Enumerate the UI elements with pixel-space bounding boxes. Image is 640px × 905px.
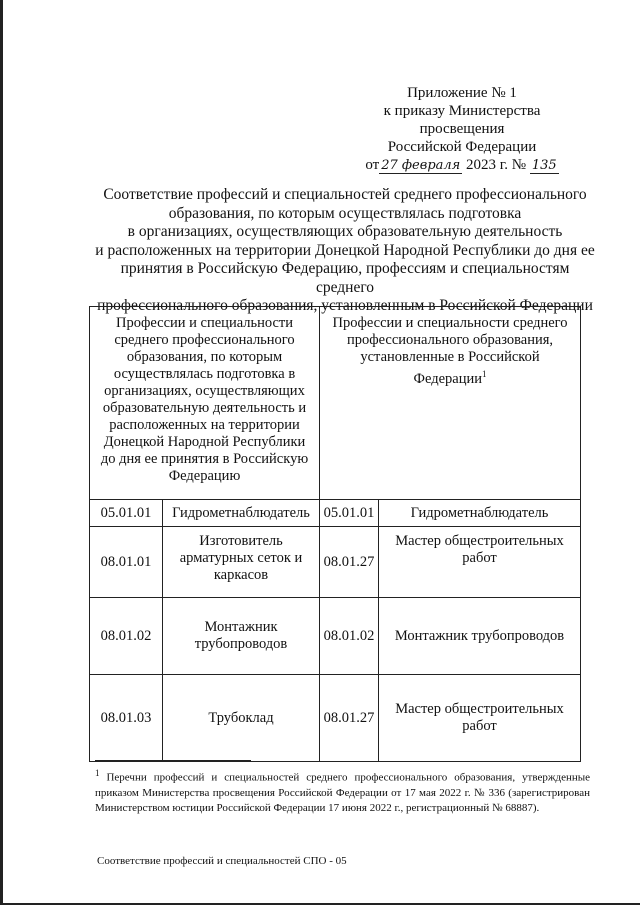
name-old: Изготовитель арматурных сеток и каркасов [163, 527, 320, 598]
code-new: 08.01.02 [320, 598, 379, 675]
header-dnr-professions: Профессии и специальности среднего профессионального образования, по которым осуществлялась подготовка в организациях, осуществляющих образовательную деятельность и расположенных на территории Донецкой Народной Республики до дня ее принятия в Российскую Федерацию [90, 307, 320, 500]
appendix-ministry-line: просвещения [419, 121, 505, 137]
document-title [95, 186, 595, 316]
appendix-order-line: к приказу Министерства [383, 103, 541, 119]
table-row [90, 675, 581, 762]
correspondence-table [89, 306, 581, 762]
name-new: Мастер общестроительных работ [379, 675, 581, 762]
name-old: Гидрометнаблюдатель [163, 500, 320, 527]
appendix-title: Приложение № 1 [407, 85, 517, 101]
title-line: принятия в Российскую Федерацию, профессиям и специальностям среднего [120, 260, 570, 296]
handwritten-number: 135 [531, 158, 557, 173]
name-new: Гидрометнаблюдатель [379, 500, 581, 527]
order-date-line [362, 156, 562, 175]
name-new: Монтажник трубопроводов [379, 598, 581, 675]
header-rf-professions [320, 307, 581, 500]
code-old: 05.01.01 [90, 500, 163, 527]
title-line: и расположенных на территории Донецкой Народной Республики до дня ее [95, 241, 595, 259]
footnote-text: Перечни профессий и специальностей среднего профессионального образования, утвержденные приказом Министерства просвещения Российской Федерации от 17 мая 2022 г. № 336 (зарегистрирован Министерством юстиции Российской Федерации 17 июня 2022 г., регистрационный № 68887). [95, 771, 590, 814]
name-new: Мастер общестроительных работ [379, 527, 581, 598]
table-row [90, 500, 581, 527]
footnote-divider [95, 760, 251, 761]
table-row [90, 527, 581, 598]
name-old: Трубоклад [163, 675, 320, 762]
title-line: Соответствие профессий и специальностей среднего профессионального [103, 186, 587, 203]
title-line: в организациях, осуществляющих образовательную деятельность [127, 223, 563, 240]
title-line: образования, по которым осуществлялась подготовка [168, 204, 522, 222]
page-footer: Соответствие профессий и специальностей СПО - 05 [97, 855, 347, 867]
footnote-ref: 1 [481, 369, 487, 379]
handwritten-date: 27 февраля [381, 158, 461, 173]
footnote [95, 766, 590, 816]
name-old: Монтажник трубопроводов [163, 598, 320, 675]
appendix-header [362, 84, 562, 175]
code-new: 08.01.27 [320, 675, 379, 762]
table-row [90, 598, 581, 675]
code-old: 08.01.02 [90, 598, 163, 675]
appendix-country-line: Российской Федерации [387, 139, 537, 155]
code-new: 05.01.01 [320, 500, 379, 527]
header-rf-text: Профессии и специальности среднего профессионального образования, установленные в Российской Федерации [332, 315, 568, 387]
order-year: 2023 г. № [466, 157, 527, 173]
code-old: 08.01.03 [90, 675, 163, 762]
date-prefix: от [365, 157, 380, 173]
table-header-row [90, 307, 581, 500]
footnote-mark: 1 [95, 768, 100, 778]
title-line: профессионального образования, установленным в Российской Федерации [97, 297, 593, 314]
code-new: 08.01.27 [320, 527, 379, 598]
code-old: 08.01.01 [90, 527, 163, 598]
